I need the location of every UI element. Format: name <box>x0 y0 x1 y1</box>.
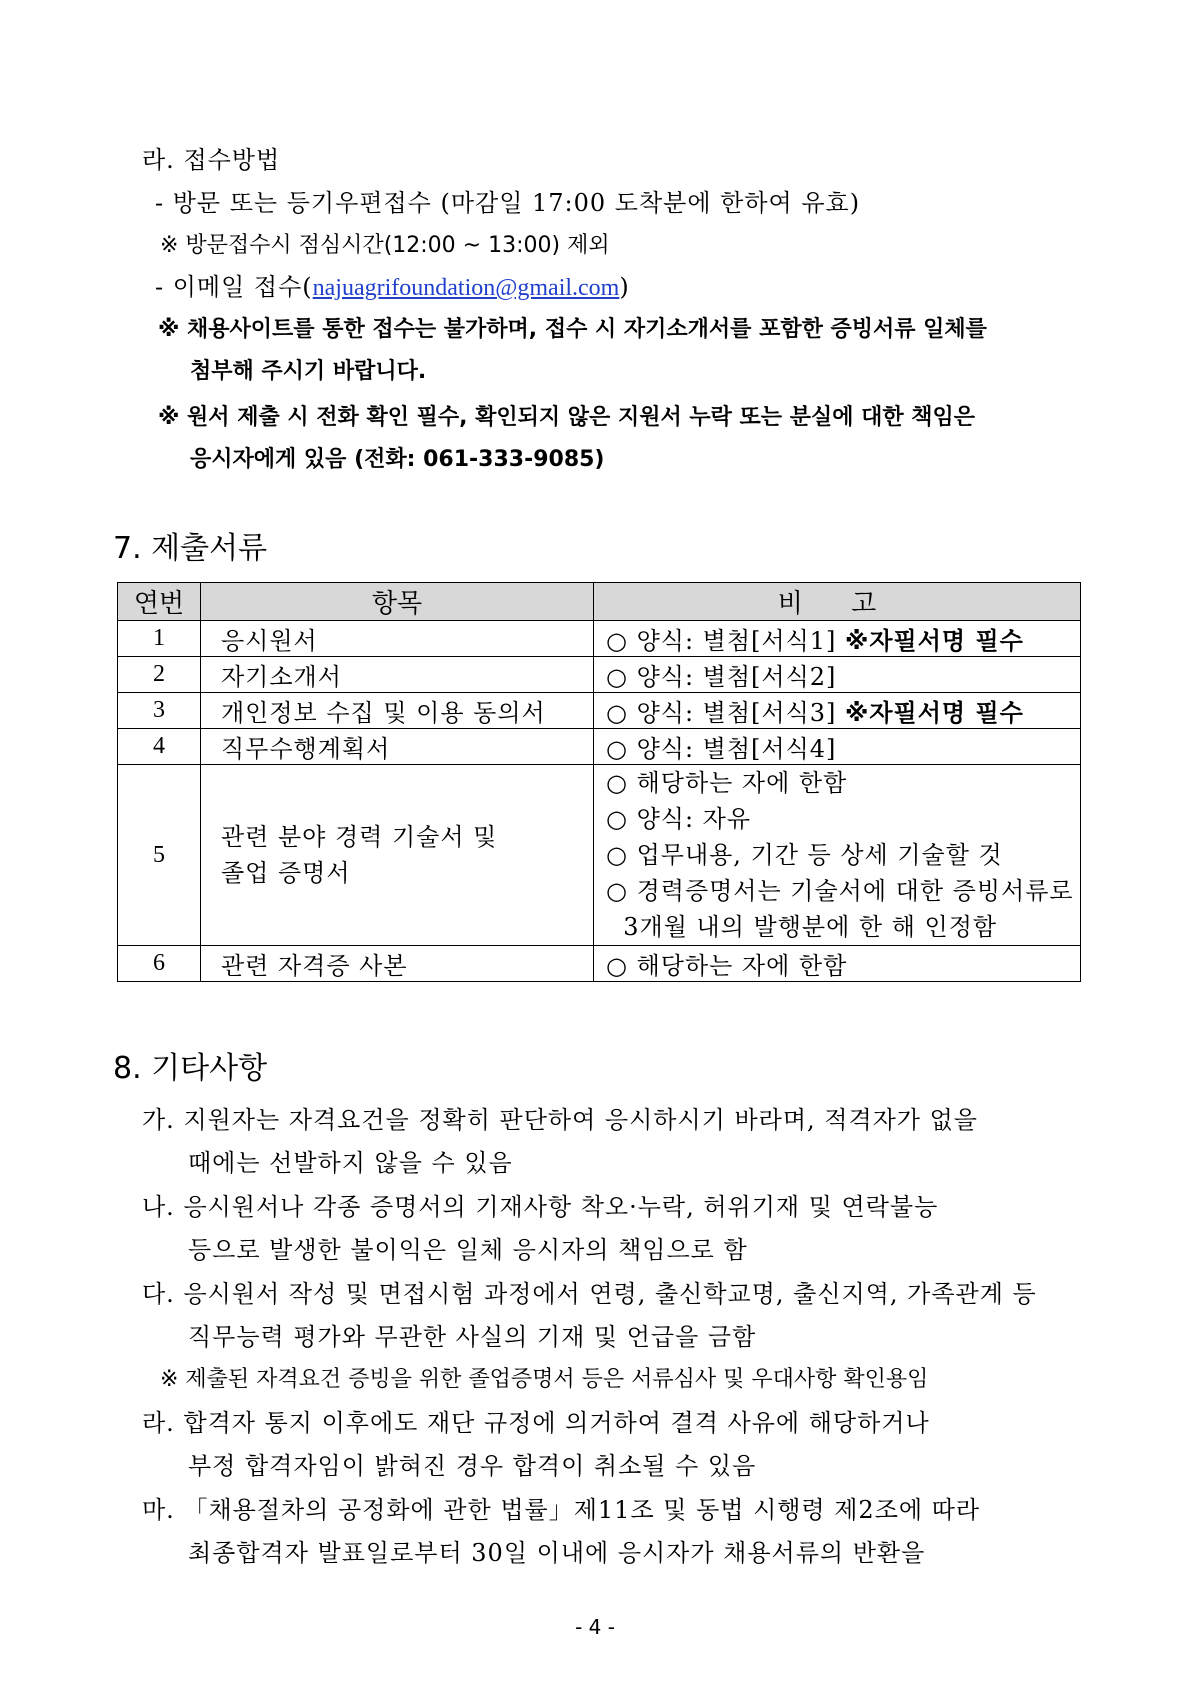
row-no: 4 <box>118 729 201 765</box>
row-no: 2 <box>118 657 201 693</box>
page-number: - 4 - <box>575 1615 615 1639</box>
notice-1-line-b: 첨부해 주시기 바랍니다. <box>190 359 427 384</box>
item-da-line-b: 직무능력 평가와 무관한 사실의 기재 및 언급을 금함 <box>188 1323 757 1351</box>
row-item: 자기소개서 <box>201 657 594 693</box>
row-note-line: ○ 해당하는 자에 한함 <box>606 769 848 797</box>
row-note <box>594 621 1081 657</box>
row-note-text: ○ 양식: 별첨[서식4] <box>606 735 837 763</box>
row-item <box>201 765 594 946</box>
item-ga-line-a: 가. 지원자는 자격요건을 정확히 판단하여 응시하시기 바라며, 적격자가 없을 <box>142 1106 978 1134</box>
item-ma-line-a: 마. 「채용절차의 공정화에 관한 법률」제11조 및 동법 시행령 제2조에 따라 <box>142 1496 981 1524</box>
receipt-line-lunch: ※ 방문접수시 점심시간(12:00 ~ 13:00) 제외 <box>160 233 610 258</box>
row-note-text: ○ 양식: 별첨[서식2] <box>606 663 837 691</box>
receipt-line-visit: - 방문 또는 등기우편접수 (마감일 17:00 도착분에 한하여 유효) <box>155 189 861 217</box>
row-note-line: ○ 경력증명서는 기술서에 대한 증빙서류로 <box>606 877 1074 905</box>
item-ga-line-b: 때에는 선발하지 않을 수 있음 <box>188 1149 513 1177</box>
signature-required-mark: ※자필서명 필수 <box>845 627 1024 655</box>
header-note: 비 고 <box>594 583 1081 621</box>
header-item: 항목 <box>201 583 594 621</box>
documents-table <box>117 582 1081 982</box>
section-7-title: 7. 제출서류 <box>113 531 268 566</box>
row-no: 3 <box>118 693 201 729</box>
row-note-line: 3개월 내의 발행분에 한 해 인정함 <box>606 913 998 941</box>
row-item-line: 관련 분야 경력 기술서 및 <box>221 823 498 851</box>
item-na-line-b: 등으로 발생한 불이익은 일체 응시자의 책임으로 함 <box>188 1236 748 1264</box>
row-note-line: ○ 양식: 자유 <box>606 805 752 833</box>
item-na-line-a: 나. 응시원서나 각종 증명서의 기재사항 착오·누락, 허위기재 및 연락불능 <box>142 1193 939 1221</box>
row-note <box>594 729 1081 765</box>
receipt-title: 라. 접수방법 <box>142 146 281 174</box>
row-item: 관련 자격증 사본 <box>201 946 594 982</box>
email-link[interactable]: najuagrifoundation@gmail.com <box>312 275 620 301</box>
table-row <box>118 657 1081 693</box>
row-note-text: ○ 양식: 별첨[서식1] <box>606 627 846 655</box>
notice-1-line-a: ※ 채용사이트를 통한 접수는 불가하며, 접수 시 자기소개서를 포함한 증빙서류 일체를 <box>158 317 987 342</box>
table-row <box>118 693 1081 729</box>
item-da-line-a: 다. 응시원서 작성 및 면접시험 과정에서 연령, 출신학교명, 출신지역, 가족관계 등 <box>142 1280 1037 1308</box>
table-row <box>118 765 1081 946</box>
row-note-line: ○ 업무내용, 기간 등 상세 기술할 것 <box>606 841 1003 869</box>
row-item: 개인정보 수집 및 이용 동의서 <box>201 693 594 729</box>
notice-2-line-b: 응시자에게 있음 (전화: 061-333-9085) <box>190 447 605 472</box>
table-row <box>118 729 1081 765</box>
row-no: 5 <box>118 765 201 946</box>
row-note-text: ○ 양식: 별첨[서식3] <box>606 699 846 727</box>
row-item: 응시원서 <box>201 621 594 657</box>
row-note <box>594 693 1081 729</box>
item-note: ※ 제출된 자격요건 증빙을 위한 졸업증명서 등은 서류심사 및 우대사항 확인용임 <box>160 1367 929 1392</box>
table-row <box>118 946 1081 982</box>
notice-2-line-a: ※ 원서 제출 시 전화 확인 필수, 확인되지 않은 지원서 누락 또는 분실에 대한 책임은 <box>158 405 976 430</box>
header-no: 연번 <box>118 583 201 621</box>
item-ra-line-b: 부정 합격자임이 밝혀진 경우 합격이 취소될 수 있음 <box>188 1452 757 1480</box>
table-row <box>118 621 1081 657</box>
row-note: ○ 해당하는 자에 한함 <box>594 946 1081 982</box>
row-item: 직무수행계획서 <box>201 729 594 765</box>
item-ma-line-b: 최종합격자 발표일로부터 30일 이내에 응시자가 채용서류의 반환을 <box>188 1539 926 1567</box>
section-8-title: 8. 기타사항 <box>113 1051 268 1086</box>
row-no: 1 <box>118 621 201 657</box>
table-header-row <box>118 583 1081 621</box>
row-item-line: 졸업 증명서 <box>221 859 351 887</box>
row-no: 6 <box>118 946 201 982</box>
row-note <box>594 765 1081 946</box>
email-prefix: - 이메일 접수( <box>155 273 313 301</box>
receipt-line-email <box>155 267 630 302</box>
item-ra-line-a: 라. 합격자 통지 이후에도 재단 규정에 의거하여 결격 사유에 해당하거나 <box>142 1409 930 1437</box>
signature-required-mark: ※자필서명 필수 <box>845 699 1024 727</box>
row-note <box>594 657 1081 693</box>
email-suffix: ) <box>619 273 630 301</box>
